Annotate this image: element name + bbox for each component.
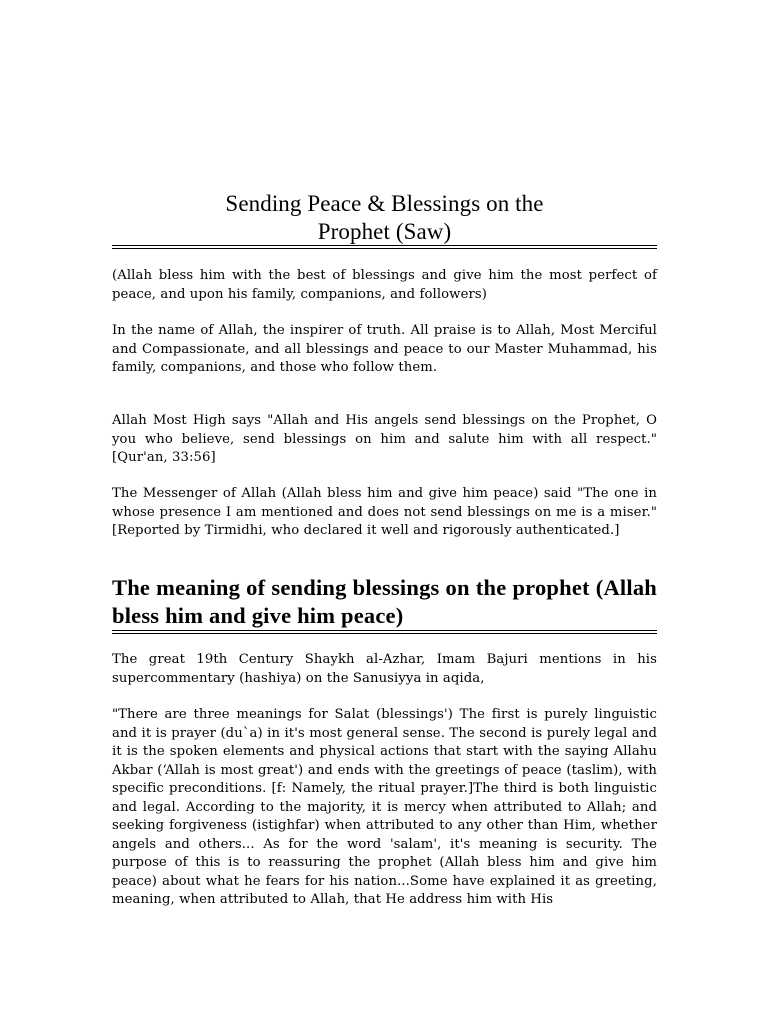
paragraph-hadith: The Messenger of Allah (Allah bless him and give him peace) said "The one in whose presence I am mentioned and does not send blessings on me is a miser." [Reported by Tirmidhi, who declared it well and rigorously authenticated.] <box>112 486 657 538</box>
section-double-rule <box>112 630 657 634</box>
section-heading: The meaning of sending blessings on the prophet (Allah bless him and give him peace) <box>112 575 657 628</box>
document-page <box>112 0 657 1024</box>
title-double-rule <box>112 245 657 249</box>
title-line-1: Sending Peace & Blessings on the <box>225 191 544 216</box>
paragraph-bajuri-quote: "There are three meanings for Salat (blessings') The first is purely linguistic and it is prayer (du`a) in it's most general sense. The second is purely legal and it is the spoken elements and physical actions that start with the saying Allahu Akbar (‘Allah is most great') and ends with the greetings of peace (taslim), with specific preconditions. [f: Namely, the ritual prayer.]The third is both linguistic and legal. According to the majority, it is mercy when attributed to Allah; and seeking forgiveness (istighfar) when attributed to any other than Him, whether angels and others... As for the word 'salam', it's meaning is security. The purpose of this is to reassuring the prophet (Allah bless him and give him peace) about what he fears for his nation...Some have explained it as greeting, meaning, when attributed to Allah, that He address him with His <box>112 707 657 907</box>
paragraph-invocation: (Allah bless him with the best of blessings and give him the most perfect of peace, and upon his family, companions, and followers) <box>112 268 657 302</box>
title-line-2: Prophet (Saw) <box>317 219 452 244</box>
paragraph-bajuri-intro: The great 19th Century Shaykh al-Azhar, Imam Bajuri mentions in his supercommentary (hashiya) on the Sanusiyya in aqida, <box>112 652 657 686</box>
paragraph-quran-verse: Allah Most High says "Allah and His angels send blessings on the Prophet, O you who believe, send blessings on him and salute him with all respect." [Qur'an, 33:56] <box>112 413 657 465</box>
document-title <box>112 190 657 246</box>
paragraph-opening: In the name of Allah, the inspirer of truth. All praise is to Allah, Most Merciful and Compassionate, and all blessings and peace to our Master Muhammad, his family, companions, and those who follow them. <box>112 323 657 375</box>
